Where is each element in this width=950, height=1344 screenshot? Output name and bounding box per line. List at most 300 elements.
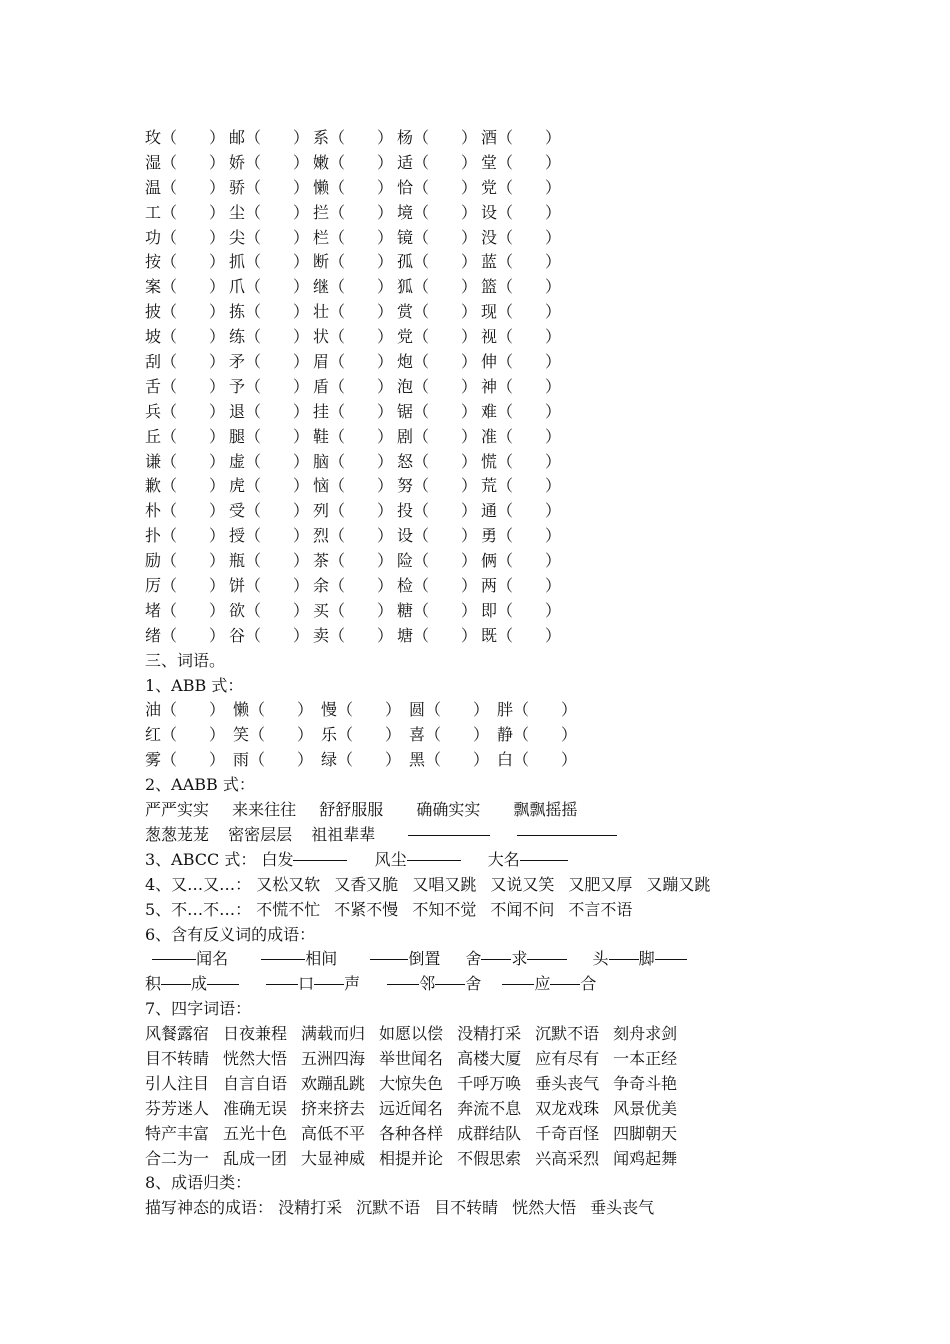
char-blank-pair bbox=[229, 524, 313, 549]
idiom: 又唱又跳 bbox=[412, 874, 477, 894]
antonym-fragment: 求 bbox=[511, 949, 528, 969]
idiom: 争奇斗艳 bbox=[613, 1073, 678, 1093]
character: 设 bbox=[481, 202, 498, 222]
char-blank-pair bbox=[481, 549, 565, 574]
char-blank-pair bbox=[481, 201, 565, 226]
answer-parentheses: （ ） bbox=[513, 700, 578, 720]
answer-parentheses: （ ） bbox=[245, 352, 310, 372]
char-row bbox=[145, 450, 845, 475]
abb-item bbox=[233, 748, 321, 773]
char-blank-pair bbox=[397, 524, 481, 549]
char-blank-pair bbox=[481, 250, 565, 275]
answer-blank bbox=[435, 983, 465, 985]
answer-parentheses: （ ） bbox=[497, 476, 562, 496]
four-char-row bbox=[145, 1097, 845, 1122]
answer-parentheses: （ ） bbox=[413, 327, 478, 347]
character: 孤 bbox=[397, 252, 414, 272]
answer-parentheses: （ ） bbox=[161, 700, 226, 720]
character: 工 bbox=[145, 202, 162, 222]
character: 拣 bbox=[229, 302, 246, 322]
char-blank-pair bbox=[481, 375, 565, 400]
idiom: 应有尽有 bbox=[535, 1048, 600, 1068]
char-blank-pair bbox=[313, 450, 397, 475]
character: 投 bbox=[397, 501, 414, 521]
answer-parentheses: （ ） bbox=[245, 426, 310, 446]
answer-blank bbox=[517, 834, 617, 836]
idiom: 风餐露宿 bbox=[145, 1024, 210, 1044]
answer-parentheses: （ ） bbox=[329, 551, 394, 571]
character: 腿 bbox=[229, 426, 246, 446]
char-row bbox=[145, 126, 845, 151]
character: 饼 bbox=[229, 576, 246, 596]
char-blank-pair bbox=[481, 300, 565, 325]
character: 难 bbox=[481, 401, 498, 421]
answer-blank bbox=[387, 983, 419, 985]
answer-parentheses: （ ） bbox=[337, 750, 402, 770]
answer-blank bbox=[408, 834, 490, 836]
answer-parentheses: （ ） bbox=[413, 476, 478, 496]
answer-parentheses: （ ） bbox=[329, 352, 394, 372]
answer-parentheses: （ ） bbox=[413, 252, 478, 272]
character: 瓶 bbox=[229, 551, 246, 571]
character: 列 bbox=[313, 501, 330, 521]
char-blank-pair bbox=[313, 425, 397, 450]
answer-parentheses: （ ） bbox=[497, 625, 562, 645]
char-blank-pair bbox=[145, 176, 229, 201]
char-blank-pair bbox=[397, 474, 481, 499]
antonym-fragment: 积 bbox=[145, 974, 162, 994]
char-blank-pair bbox=[313, 275, 397, 300]
char-row bbox=[145, 226, 845, 251]
answer-parentheses: （ ） bbox=[497, 401, 562, 421]
character: 尖 bbox=[229, 227, 246, 247]
answer-parentheses: （ ） bbox=[329, 128, 394, 147]
char-blank-pair bbox=[229, 624, 313, 649]
character: 扑 bbox=[145, 526, 162, 546]
idiom: 兴高采烈 bbox=[535, 1148, 600, 1168]
character: 慌 bbox=[481, 451, 498, 471]
char-row bbox=[145, 300, 845, 325]
char-blank-pair bbox=[481, 325, 565, 350]
idiom: 刻舟求剑 bbox=[613, 1024, 678, 1044]
character-grid bbox=[145, 126, 845, 649]
answer-parentheses: （ ） bbox=[161, 177, 226, 197]
answer-parentheses: （ ） bbox=[249, 725, 314, 745]
document-content bbox=[145, 126, 845, 1221]
four-char-row bbox=[145, 1147, 845, 1172]
idiom: 举世闻名 bbox=[379, 1048, 444, 1068]
answer-parentheses: （ ） bbox=[161, 252, 226, 272]
idiom: 千呼万唤 bbox=[457, 1073, 522, 1093]
answer-parentheses: （ ） bbox=[413, 501, 478, 521]
idiom: 高楼大厦 bbox=[457, 1048, 522, 1068]
answer-parentheses: （ ） bbox=[245, 302, 310, 322]
char-blank-pair bbox=[481, 176, 565, 201]
answer-parentheses: （ ） bbox=[497, 327, 562, 347]
answer-parentheses: （ ） bbox=[245, 576, 310, 596]
answer-parentheses: （ ） bbox=[161, 202, 226, 222]
answer-parentheses: （ ） bbox=[245, 501, 310, 521]
answer-parentheses: （ ） bbox=[245, 327, 310, 347]
character: 懒 bbox=[233, 700, 250, 720]
answer-parentheses: （ ） bbox=[161, 501, 226, 521]
character: 拦 bbox=[313, 202, 330, 222]
char-blank-pair bbox=[481, 524, 565, 549]
char-blank-pair bbox=[397, 624, 481, 649]
idiom: 乱成一团 bbox=[223, 1148, 288, 1168]
answer-parentheses: （ ） bbox=[329, 152, 394, 172]
answer-parentheses: （ ） bbox=[245, 227, 310, 247]
character: 励 bbox=[145, 551, 162, 571]
char-blank-pair bbox=[313, 574, 397, 599]
char-blank-pair bbox=[481, 499, 565, 524]
character: 视 bbox=[481, 327, 498, 347]
character: 玫 bbox=[145, 128, 162, 147]
antonym-fragment: 成 bbox=[191, 974, 208, 994]
character: 受 bbox=[229, 501, 246, 521]
char-row bbox=[145, 425, 845, 450]
antonym-fragment: 声 bbox=[344, 974, 361, 994]
subheading-bu-bu: 5、不…不…： bbox=[145, 899, 252, 919]
idiom: 五光十色 bbox=[223, 1123, 288, 1143]
aabb-word: 确确实实 bbox=[416, 800, 481, 820]
char-blank-pair bbox=[397, 300, 481, 325]
character: 赏 bbox=[397, 302, 414, 322]
answer-parentheses: （ ） bbox=[413, 526, 478, 546]
abb-item bbox=[497, 748, 585, 773]
char-blank-pair bbox=[145, 474, 229, 499]
char-blank-pair bbox=[397, 275, 481, 300]
idiom: 又松又软 bbox=[256, 874, 321, 894]
character: 现 bbox=[481, 302, 498, 322]
answer-parentheses: （ ） bbox=[413, 376, 478, 396]
subheading-antonym: 6、含有反义词的成语： bbox=[145, 924, 316, 944]
char-row bbox=[145, 599, 845, 624]
character: 喜 bbox=[409, 725, 426, 745]
character: 厉 bbox=[145, 576, 162, 596]
char-blank-pair bbox=[313, 499, 397, 524]
aabb-word: 来来往往 bbox=[232, 800, 297, 820]
char-blank-pair bbox=[229, 226, 313, 251]
character: 挂 bbox=[313, 401, 330, 421]
abb-item bbox=[233, 698, 321, 723]
answer-parentheses: （ ） bbox=[425, 725, 490, 745]
answer-blank bbox=[207, 983, 239, 985]
four-char-row bbox=[145, 1072, 845, 1097]
char-blank-pair bbox=[313, 624, 397, 649]
answer-parentheses: （ ） bbox=[245, 202, 310, 222]
answer-parentheses: （ ） bbox=[245, 376, 310, 396]
you-you-row bbox=[145, 873, 845, 898]
abcc-row bbox=[145, 848, 845, 873]
idiom: 目不转睛 bbox=[434, 1198, 499, 1218]
char-blank-pair bbox=[397, 350, 481, 375]
answer-parentheses: （ ） bbox=[497, 376, 562, 396]
answer-parentheses: （ ） bbox=[245, 277, 310, 297]
answer-parentheses: （ ） bbox=[161, 227, 226, 247]
char-blank-pair bbox=[145, 325, 229, 350]
character: 烈 bbox=[313, 526, 330, 546]
character: 栏 bbox=[313, 227, 330, 247]
answer-parentheses: （ ） bbox=[329, 451, 394, 471]
char-blank-pair bbox=[313, 524, 397, 549]
answer-parentheses: （ ） bbox=[329, 426, 394, 446]
answer-parentheses: （ ） bbox=[161, 327, 226, 347]
char-blank-pair bbox=[481, 450, 565, 475]
answer-parentheses: （ ） bbox=[329, 252, 394, 272]
character: 黑 bbox=[409, 750, 426, 770]
character: 断 bbox=[313, 252, 330, 272]
answer-parentheses: （ ） bbox=[329, 327, 394, 347]
aabb-word: 飘飘摇摇 bbox=[513, 800, 578, 820]
antonym-fragment: 邻 bbox=[419, 974, 436, 994]
char-blank-pair bbox=[229, 350, 313, 375]
answer-parentheses: （ ） bbox=[329, 625, 394, 645]
char-blank-pair bbox=[481, 400, 565, 425]
answer-blank bbox=[550, 983, 580, 985]
idiom: 挤来挤去 bbox=[301, 1098, 366, 1118]
antonym-fragment: 倒置 bbox=[408, 949, 441, 969]
character: 蓝 bbox=[481, 252, 498, 272]
answer-parentheses: （ ） bbox=[245, 600, 310, 620]
char-blank-pair bbox=[145, 599, 229, 624]
char-blank-pair bbox=[145, 250, 229, 275]
antonym-fragment: 相间 bbox=[305, 949, 338, 969]
abb-row bbox=[145, 748, 845, 773]
idiom: 不闻不问 bbox=[490, 899, 555, 919]
answer-parentheses: （ ） bbox=[337, 700, 402, 720]
answer-parentheses: （ ） bbox=[413, 227, 478, 247]
answer-parentheses: （ ） bbox=[329, 177, 394, 197]
char-blank-pair bbox=[229, 474, 313, 499]
char-blank-pair bbox=[397, 375, 481, 400]
answer-blank bbox=[261, 958, 305, 960]
aabb-word: 祖祖辈辈 bbox=[311, 824, 376, 844]
char-blank-pair bbox=[313, 325, 397, 350]
character: 退 bbox=[229, 401, 246, 421]
char-blank-pair bbox=[145, 275, 229, 300]
character: 懒 bbox=[313, 177, 330, 197]
idiom: 又香又脆 bbox=[334, 874, 399, 894]
idiom: 目不转睛 bbox=[145, 1048, 210, 1068]
char-blank-pair bbox=[397, 574, 481, 599]
answer-parentheses: （ ） bbox=[413, 576, 478, 596]
idiom: 不慌不忙 bbox=[256, 899, 321, 919]
character: 油 bbox=[145, 700, 162, 720]
char-blank-pair bbox=[313, 226, 397, 251]
answer-blank bbox=[314, 983, 344, 985]
char-blank-pair bbox=[397, 250, 481, 275]
answer-parentheses: （ ） bbox=[413, 152, 478, 172]
antonym-fragment: 舍 bbox=[465, 949, 482, 969]
character: 塘 bbox=[397, 625, 414, 645]
character: 卖 bbox=[313, 625, 330, 645]
character: 胖 bbox=[497, 700, 514, 720]
answer-parentheses: （ ） bbox=[329, 376, 394, 396]
character: 虎 bbox=[229, 476, 246, 496]
character: 泡 bbox=[397, 376, 414, 396]
idiom: 高低不平 bbox=[301, 1123, 366, 1143]
character: 功 bbox=[145, 227, 162, 247]
character: 努 bbox=[397, 476, 414, 496]
char-row bbox=[145, 474, 845, 499]
answer-parentheses: （ ） bbox=[413, 352, 478, 372]
char-blank-pair bbox=[397, 450, 481, 475]
char-blank-pair bbox=[481, 275, 565, 300]
antonym-fragment: 合 bbox=[580, 974, 597, 994]
char-blank-pair bbox=[397, 425, 481, 450]
answer-parentheses: （ ） bbox=[497, 227, 562, 247]
subheading-aabb: 2、AABB 式： bbox=[145, 775, 255, 795]
answer-parentheses: （ ） bbox=[245, 625, 310, 645]
char-blank-pair bbox=[313, 549, 397, 574]
char-blank-pair bbox=[397, 151, 481, 176]
char-blank-pair bbox=[313, 400, 397, 425]
character: 怒 bbox=[397, 451, 414, 471]
classification-label: 描写神态的成语： bbox=[145, 1198, 274, 1218]
idiom: 相提并论 bbox=[379, 1148, 444, 1168]
subheading-four-char: 7、四字词语： bbox=[145, 999, 252, 1019]
character: 境 bbox=[397, 202, 414, 222]
character: 披 bbox=[145, 302, 162, 322]
abb-item bbox=[409, 723, 497, 748]
char-blank-pair bbox=[313, 176, 397, 201]
char-blank-pair bbox=[229, 400, 313, 425]
answer-parentheses: （ ） bbox=[497, 252, 562, 272]
idiom: 没精打采 bbox=[278, 1198, 343, 1218]
character: 恰 bbox=[397, 177, 414, 197]
char-blank-pair bbox=[481, 151, 565, 176]
aabb-row-2 bbox=[145, 823, 845, 848]
four-char-row bbox=[145, 1122, 845, 1147]
char-blank-pair bbox=[229, 300, 313, 325]
character: 丘 bbox=[145, 426, 162, 446]
character: 勇 bbox=[481, 526, 498, 546]
character: 俩 bbox=[481, 551, 498, 571]
character: 堵 bbox=[145, 600, 162, 620]
character: 锯 bbox=[397, 401, 414, 421]
answer-parentheses: （ ） bbox=[161, 128, 226, 147]
idiom: 不紧不慢 bbox=[334, 899, 399, 919]
answer-parentheses: （ ） bbox=[513, 750, 578, 770]
character: 兵 bbox=[145, 401, 162, 421]
character: 恼 bbox=[313, 476, 330, 496]
char-blank-pair bbox=[145, 201, 229, 226]
char-blank-pair bbox=[229, 425, 313, 450]
answer-parentheses: （ ） bbox=[497, 202, 562, 222]
aabb-word: 严严实实 bbox=[145, 800, 210, 820]
answer-blank bbox=[502, 983, 534, 985]
answer-parentheses: （ ） bbox=[329, 501, 394, 521]
answer-parentheses: （ ） bbox=[329, 576, 394, 596]
character: 检 bbox=[397, 576, 414, 596]
character: 设 bbox=[397, 526, 414, 546]
character: 雨 bbox=[233, 750, 250, 770]
character: 没 bbox=[481, 227, 498, 247]
abb-item bbox=[145, 723, 233, 748]
idiom: 闻鸡起舞 bbox=[613, 1148, 678, 1168]
character: 虚 bbox=[229, 451, 246, 471]
character: 湿 bbox=[145, 152, 162, 172]
char-blank-pair bbox=[397, 226, 481, 251]
char-blank-pair bbox=[145, 400, 229, 425]
answer-parentheses: （ ） bbox=[249, 700, 314, 720]
char-blank-pair bbox=[145, 499, 229, 524]
abb-item bbox=[233, 723, 321, 748]
char-blank-pair bbox=[397, 176, 481, 201]
answer-parentheses: （ ） bbox=[413, 625, 478, 645]
character: 谦 bbox=[145, 451, 162, 471]
char-blank-pair bbox=[229, 176, 313, 201]
idiom: 自言自语 bbox=[223, 1073, 288, 1093]
character: 两 bbox=[481, 576, 498, 596]
character: 脑 bbox=[313, 451, 330, 471]
idiom: 奔流不息 bbox=[457, 1098, 522, 1118]
char-blank-pair bbox=[313, 474, 397, 499]
character: 授 bbox=[229, 526, 246, 546]
antonym-fragment: 口 bbox=[298, 974, 315, 994]
idiom: 成群结队 bbox=[457, 1123, 522, 1143]
answer-parentheses: （ ） bbox=[413, 202, 478, 222]
character: 系 bbox=[313, 128, 330, 147]
answer-parentheses: （ ） bbox=[497, 576, 562, 596]
answer-parentheses: （ ） bbox=[245, 476, 310, 496]
idiom: 特产丰富 bbox=[145, 1123, 210, 1143]
answer-parentheses: （ ） bbox=[245, 551, 310, 571]
aabb-word: 密密层层 bbox=[228, 824, 293, 844]
answer-parentheses: （ ） bbox=[413, 177, 478, 197]
four-char-row bbox=[145, 1022, 845, 1047]
character: 抓 bbox=[229, 252, 246, 272]
char-blank-pair bbox=[397, 400, 481, 425]
character: 眉 bbox=[313, 352, 330, 372]
answer-parentheses: （ ） bbox=[161, 152, 226, 172]
answer-parentheses: （ ） bbox=[245, 128, 310, 147]
char-blank-pair bbox=[145, 574, 229, 599]
character: 剧 bbox=[397, 426, 414, 446]
idiom: 准确无误 bbox=[223, 1098, 288, 1118]
abb-row bbox=[145, 723, 845, 748]
char-blank-pair bbox=[229, 549, 313, 574]
answer-parentheses: （ ） bbox=[161, 451, 226, 471]
char-row bbox=[145, 325, 845, 350]
idiom: 又肥又厚 bbox=[568, 874, 633, 894]
char-blank-pair bbox=[481, 226, 565, 251]
answer-blank bbox=[293, 859, 347, 861]
char-blank-pair bbox=[145, 524, 229, 549]
answer-parentheses: （ ） bbox=[329, 227, 394, 247]
idiom: 沉默不语 bbox=[535, 1024, 600, 1044]
idiom: 如愿以偿 bbox=[379, 1024, 444, 1044]
character: 朴 bbox=[145, 501, 162, 521]
answer-parentheses: （ ） bbox=[497, 352, 562, 372]
char-row bbox=[145, 574, 845, 599]
answer-parentheses: （ ） bbox=[245, 401, 310, 421]
char-blank-pair bbox=[229, 574, 313, 599]
answer-parentheses: （ ） bbox=[245, 526, 310, 546]
character: 党 bbox=[397, 327, 414, 347]
character: 党 bbox=[481, 177, 498, 197]
answer-parentheses: （ ） bbox=[425, 750, 490, 770]
char-row bbox=[145, 151, 845, 176]
char-blank-pair bbox=[145, 350, 229, 375]
char-blank-pair bbox=[313, 151, 397, 176]
character: 笑 bbox=[233, 725, 250, 745]
character: 案 bbox=[145, 277, 162, 297]
answer-blank bbox=[481, 958, 511, 960]
abb-item bbox=[409, 698, 497, 723]
answer-parentheses: （ ） bbox=[413, 451, 478, 471]
